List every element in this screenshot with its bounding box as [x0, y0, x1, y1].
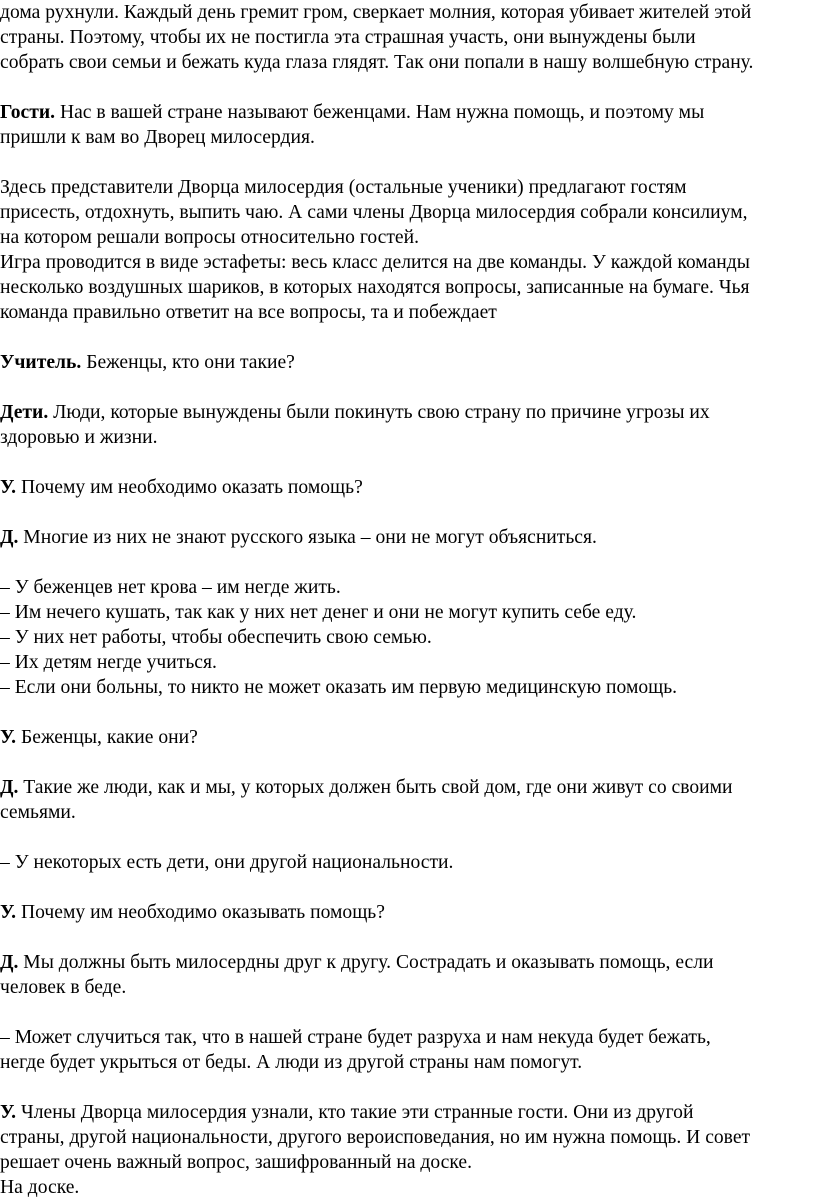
text-line [0, 625, 812, 650]
line-text: Здесь представители Дворца милосердия (остальные ученики) предлагают гостям [0, 177, 687, 198]
line-text: Члены Дворца милосердия узнали, кто такие эти странные гости. Они из другой [16, 1102, 694, 1123]
line-text: – У беженцев нет крова – им негде жить. [0, 577, 341, 598]
text-line [0, 900, 812, 925]
text-line [0, 525, 812, 550]
line-text: На доске. [0, 1177, 80, 1198]
text-line [0, 975, 812, 1000]
speaker-label: Гости. [0, 102, 56, 123]
paragraph-spacer [0, 500, 812, 525]
line-text: Почему им необходимо оказать помощь? [16, 477, 363, 498]
speaker-label: У. [0, 727, 17, 748]
text-line [0, 675, 812, 700]
line-text: негде будет укрыться от беды. А люди из другой страны нам помогут. [0, 1052, 583, 1073]
text-line [0, 1125, 812, 1150]
line-text: страны, другой национальности, другого вероисповедания, но им нужна помощь. И совет [0, 1127, 751, 1148]
line-text: – Может случиться так, что в нашей стране будет разруха и нам некуда будет бежать, [0, 1027, 711, 1048]
text-line [0, 600, 812, 625]
line-text: Беженцы, какие они? [16, 727, 198, 748]
line-text: Многие из них не знают русского языка – они не могут объясниться. [18, 527, 597, 548]
paragraph-spacer [0, 750, 812, 775]
line-text: Игра проводится в виде эстафеты: весь класс делится на две команды. У каждой команды [0, 252, 750, 273]
line-text: дома рухнули. Каждый день гремит гром, сверкает молния, которая убивает жителей этой [0, 2, 752, 23]
text-line [0, 200, 812, 225]
line-text: – У них нет работы, чтобы обеспечить свою семью. [0, 627, 432, 648]
paragraph-spacer [0, 825, 812, 850]
line-text: Мы должны быть милосердны друг к другу. Сострадать и оказывать помощь, если [18, 952, 714, 973]
text-line [0, 1150, 812, 1175]
line-text: Люди, которые вынуждены были покинуть свою страну по причине угрозы их [48, 402, 710, 423]
text-line [0, 50, 812, 75]
text-line [0, 225, 812, 250]
text-line [0, 0, 812, 25]
text-line [0, 1175, 812, 1200]
text-line [0, 425, 812, 450]
text-line [0, 400, 812, 425]
paragraph-spacer [0, 75, 812, 100]
paragraph-spacer [0, 375, 812, 400]
line-text: – Им нечего кушать, так как у них нет денег и они не могут купить себе еду. [0, 602, 637, 623]
paragraph-spacer [0, 875, 812, 900]
text-line [0, 800, 812, 825]
text-line [0, 650, 812, 675]
text-line [0, 1025, 812, 1050]
paragraph-spacer [0, 925, 812, 950]
text-line [0, 175, 812, 200]
line-text: Беженцы, кто они такие? [81, 352, 295, 373]
text-line [0, 475, 812, 500]
line-text: семьями. [0, 802, 76, 823]
text-line [0, 725, 812, 750]
text-line [0, 1100, 812, 1125]
line-text: на котором решали вопросы относительно гостей. [0, 227, 419, 248]
line-text: команда правильно ответит на все вопросы, та и побеждает [0, 302, 497, 323]
line-text: здоровью и жизни. [0, 427, 158, 448]
line-text: – Если они больны, то никто не может оказать им первую медицинскую помощь. [0, 677, 678, 698]
line-text: собрать свои семьи и бежать куда глаза глядят. Так они попали в нашу волшебную страну. [0, 52, 754, 73]
speaker-label: Д. [0, 527, 19, 548]
line-text: Такие же люди, как и мы, у которых должен быть свой дом, где они живут со своими [18, 777, 733, 798]
paragraph-spacer [0, 700, 812, 725]
text-line [0, 125, 812, 150]
paragraph-spacer [0, 1075, 812, 1100]
line-text: решает очень важный вопрос, зашифрованный на доске. [0, 1152, 473, 1173]
speaker-label: Д. [0, 952, 19, 973]
speaker-label: Д. [0, 777, 19, 798]
line-text: – У некоторых есть дети, они другой национальности. [0, 852, 454, 873]
text-line [0, 950, 812, 975]
text-line [0, 350, 812, 375]
text-line [0, 775, 812, 800]
line-text: пришли к вам во Дворец милосердия. [0, 127, 315, 148]
line-text: присесть, отдохнуть, выпить чаю. А сами члены Дворца милосердия собрали консилиум, [0, 202, 748, 223]
line-text: несколько воздушных шариков, в которых находятся вопросы, записанные на бумаге. Чья [0, 277, 750, 298]
text-line [0, 100, 812, 125]
text-line [0, 25, 812, 50]
line-text: – Их детям негде учиться. [0, 652, 217, 673]
speaker-label: У. [0, 477, 17, 498]
text-line [0, 1050, 812, 1075]
line-text: Нас в вашей стране называют беженцами. Нам нужна помощь, и поэтому мы [55, 102, 705, 123]
paragraph-spacer [0, 550, 812, 575]
text-line [0, 850, 812, 875]
speaker-label: Учитель. [0, 352, 82, 373]
line-text: Почему им необходимо оказывать помощь? [16, 902, 385, 923]
speaker-label: Дети. [0, 402, 49, 423]
line-text: человек в беде. [0, 977, 127, 998]
text-line [0, 275, 812, 300]
speaker-label: У. [0, 1102, 17, 1123]
speaker-label: У. [0, 902, 17, 923]
paragraph-spacer [0, 450, 812, 475]
line-text: страны. Поэтому, чтобы их не постигла эта страшная участь, они вынуждены были [0, 27, 696, 48]
paragraph-spacer [0, 150, 812, 175]
text-line [0, 250, 812, 275]
text-line [0, 300, 812, 325]
text-line [0, 575, 812, 600]
paragraph-spacer [0, 325, 812, 350]
paragraph-spacer [0, 1000, 812, 1025]
